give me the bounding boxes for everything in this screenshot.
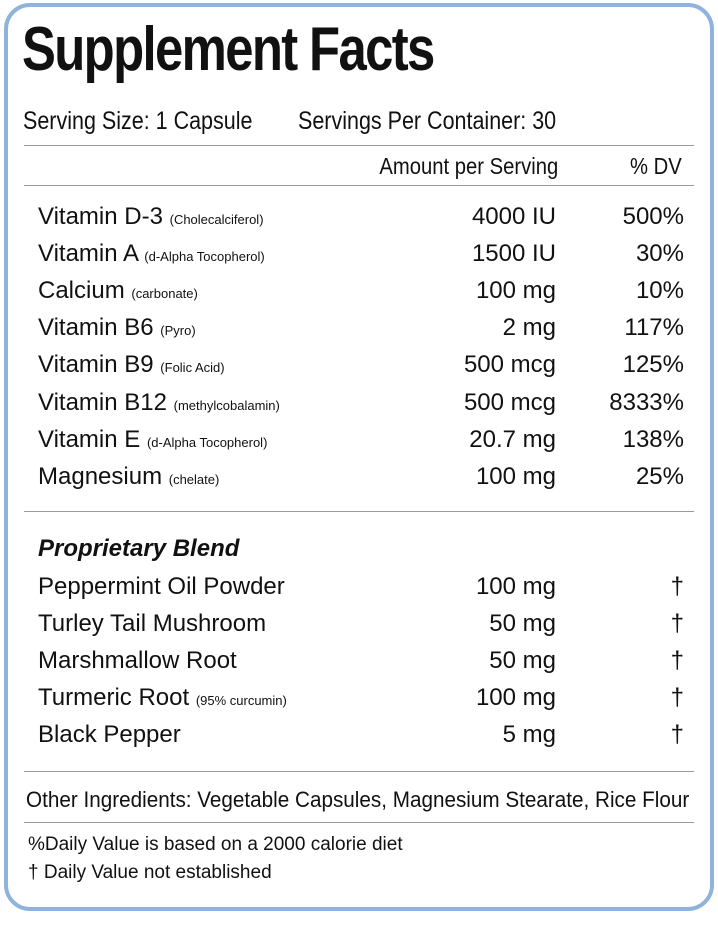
nutrient-note: (d-Alpha Tocopherol): [144, 249, 265, 264]
nutrient-note: (Cholecalciferol): [169, 212, 264, 227]
blend-item-amount: 100 mg: [475, 573, 556, 600]
nutrient-name: Vitamin E (d-Alpha Tocopherol): [38, 426, 268, 453]
nutrient-name: Calcium (carbonate): [38, 277, 198, 304]
nutrient-dv: 117%: [624, 314, 684, 341]
nutrient-note: (carbonate): [131, 286, 198, 301]
nutrient-note: (Pyro): [160, 323, 196, 338]
nutrient-name: Vitamin A (d-Alpha Tocopherol): [38, 240, 265, 267]
blend-item-amount: 50 mg: [489, 647, 556, 674]
nutrient-dv: 30%: [635, 240, 684, 267]
nutrient-amount: 100 mg: [475, 277, 556, 304]
serving-size: Serving Size: 1 Capsule: [23, 107, 253, 135]
nutrient-dv: 500%: [622, 203, 684, 230]
blend-item-name: Turley Tail Mushroom: [38, 610, 267, 637]
nutrient-dv: 10%: [635, 277, 684, 304]
blend-item-name: Black Pepper: [38, 721, 181, 748]
blend-item-dv: †: [670, 684, 684, 711]
nutrient-amount: 2 mg: [502, 314, 556, 341]
divider-other: [24, 771, 694, 772]
blend-item-name: Peppermint Oil Powder: [38, 573, 285, 600]
nutrient-note: (methylcobalamin): [173, 398, 280, 413]
servings-per-container: Servings Per Container: 30: [298, 107, 557, 135]
nutrient-dv: 25%: [635, 463, 684, 490]
blend-item-name: Turmeric Root (95% curcumin): [38, 684, 287, 711]
nutrient-name: Vitamin B9 (Folic Acid): [38, 351, 225, 378]
blend-item-amount: 50 mg: [489, 610, 556, 637]
nutrient-amount: 1500 IU: [471, 240, 556, 267]
nutrient-name: Vitamin D-3 (Cholecalciferol): [38, 203, 264, 230]
dv-column-header: % DV: [630, 153, 682, 179]
supplement-facts-panel: [4, 3, 714, 911]
nutrient-amount: 500 mcg: [463, 389, 556, 416]
nutrient-note: (Folic Acid): [160, 360, 225, 375]
nutrient-name: Vitamin B12 (methylcobalamin): [38, 389, 280, 416]
footnote-daily-value: %Daily Value is based on a 2000 calorie diet: [28, 834, 403, 855]
proprietary-blend-title: Proprietary Blend: [38, 535, 240, 562]
nutrient-amount: 100 mg: [475, 463, 556, 490]
blend-item-dv: †: [670, 721, 684, 748]
blend-item-dv: †: [670, 610, 684, 637]
blend-item-dv: †: [670, 647, 684, 674]
amount-column-header: Amount per Serving: [379, 153, 558, 179]
nutrient-amount: 20.7 mg: [469, 426, 556, 453]
nutrient-note: (d-Alpha Tocopherol): [146, 435, 268, 450]
blend-item-dv: †: [670, 573, 684, 600]
divider-header: [24, 185, 694, 186]
nutrient-amount: 500 mcg: [463, 351, 556, 378]
panel-title: Supplement Facts: [22, 15, 434, 84]
divider-top: [24, 145, 694, 146]
footnote-not-established: † Daily Value not established: [28, 862, 272, 883]
nutrient-amount: 4000 IU: [471, 203, 556, 230]
nutrient-name: Vitamin B6 (Pyro): [38, 314, 196, 341]
nutrient-name: Magnesium (chelate): [38, 463, 220, 490]
other-ingredients: Other Ingredients: Vegetable Capsules, Magnesium Stearate, Rice Flour: [26, 787, 690, 812]
divider-blend: [24, 511, 694, 512]
nutrient-dv: 125%: [622, 351, 684, 378]
blend-item-amount: 100 mg: [475, 684, 556, 711]
nutrient-dv: 8333%: [609, 389, 684, 416]
nutrient-dv: 138%: [622, 426, 684, 453]
divider-footnotes: [24, 822, 694, 823]
blend-item-name: Marshmallow Root: [38, 647, 237, 674]
nutrient-note: (chelate): [168, 472, 220, 487]
blend-item-amount: 5 mg: [502, 721, 556, 748]
blend-item-note: (95% curcumin): [195, 693, 287, 708]
